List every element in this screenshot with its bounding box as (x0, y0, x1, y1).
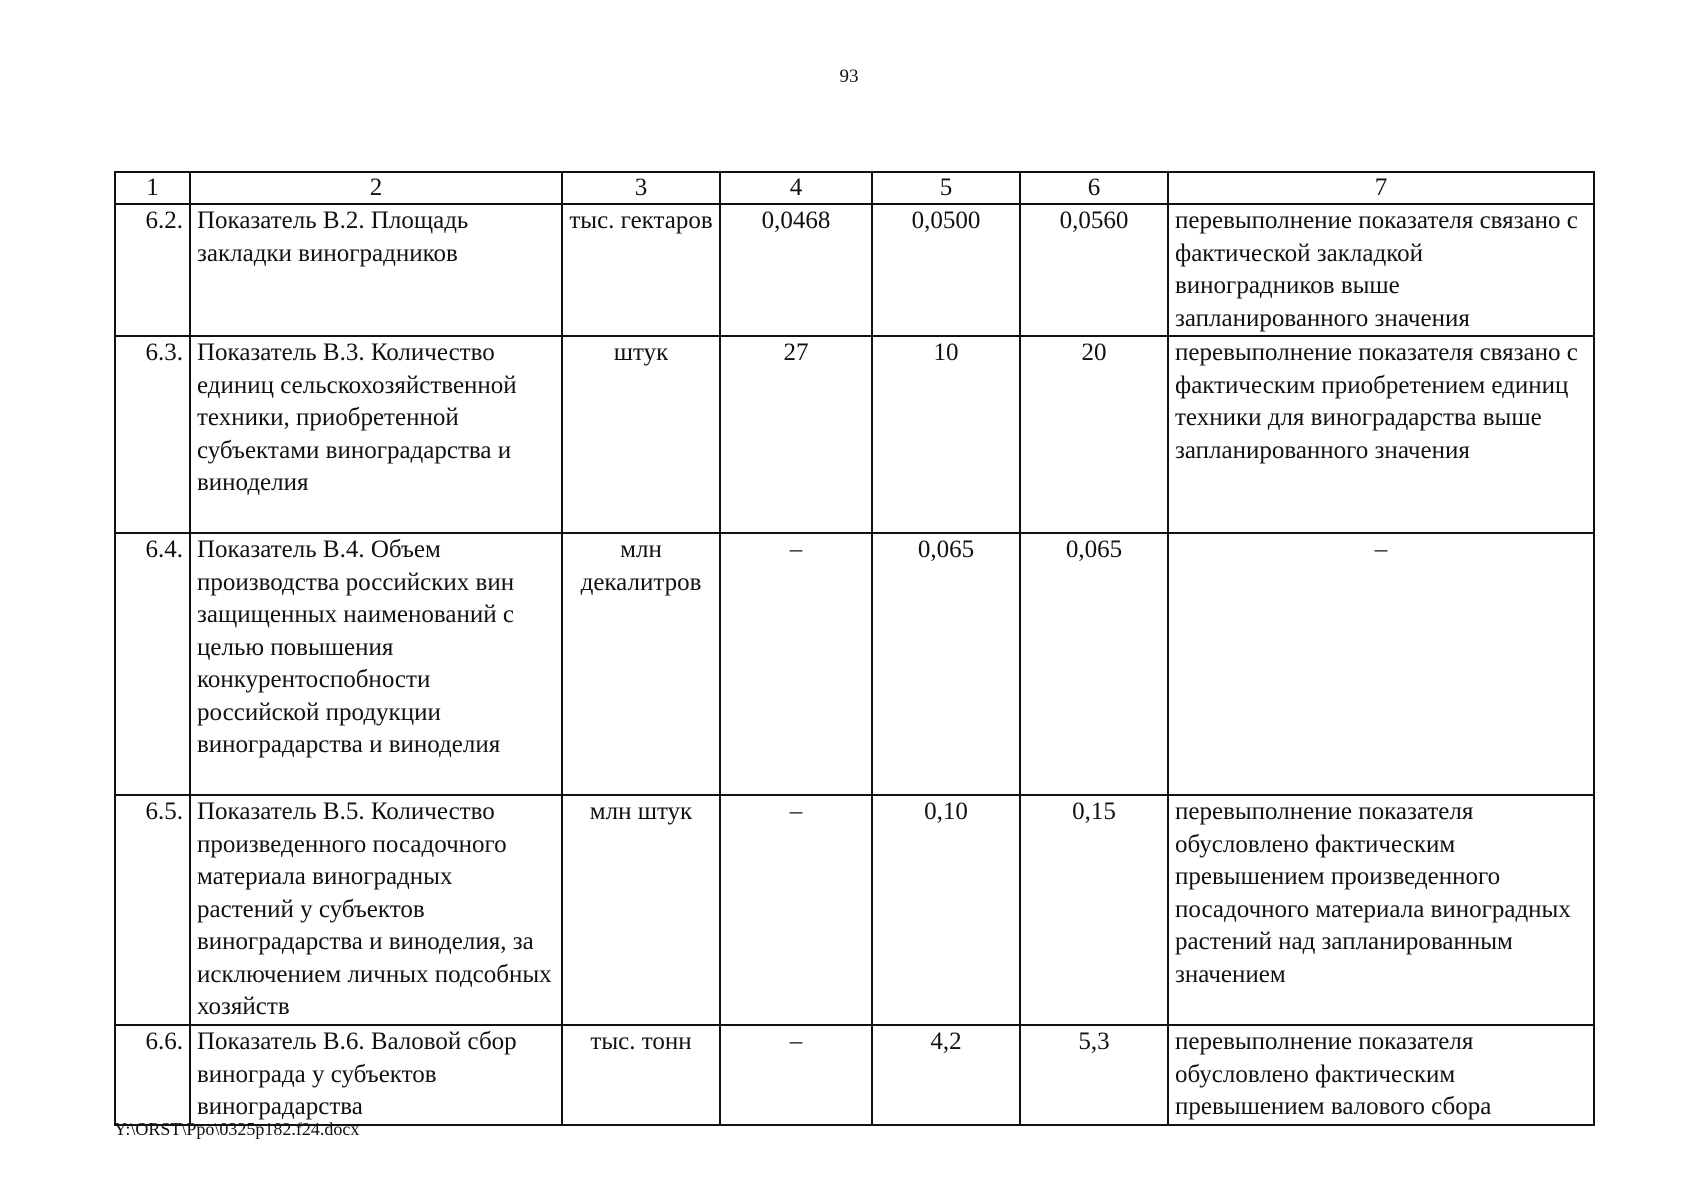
indicator-name: Показатель В.4. Объем производства российских вин защищенных наименований с целью повышения конкурентоспобности российской продукции виноградарства и виноделия (190, 533, 562, 795)
row-number: 6.6. (115, 1025, 190, 1125)
row-number: 6.5. (115, 795, 190, 1025)
value-col4: 0,0468 (720, 204, 872, 336)
header-cell: 4 (720, 172, 872, 204)
deviation-note: – (1168, 533, 1594, 795)
deviation-note: перевыполнение показателя связано с фактическим приобретением единиц техники для виноградарства выше запланированного значения (1168, 336, 1594, 533)
unit-of-measure: млн штук (562, 795, 720, 1025)
unit-of-measure: тыс. гектаров (562, 204, 720, 336)
table-header-row (115, 172, 1594, 204)
indicator-name: Показатель В.3. Количество единиц сельскохозяйственной техники, приобретенной субъектами виноградарства и виноделия (190, 336, 562, 533)
row-number: 6.2. (115, 204, 190, 336)
value-col4: – (720, 533, 872, 795)
deviation-note: перевыполнение показателя обусловлено фактическим превышением валового сбора (1168, 1025, 1594, 1125)
table-row (115, 795, 1594, 1025)
table-row (115, 533, 1594, 795)
value-col4: 27 (720, 336, 872, 533)
file-path-footer: Y:\ORST\Ppo\0325p182.f24.docx (114, 1119, 360, 1139)
row-number: 6.3. (115, 336, 190, 533)
deviation-note: перевыполнение показателя обусловлено фактическим превышением произведенного посадочного материала виноградных растений над запланированным значением (1168, 795, 1594, 1025)
header-cell: 3 (562, 172, 720, 204)
deviation-note: перевыполнение показателя связано с фактической закладкой виноградников выше запланированного значения (1168, 204, 1594, 336)
value-col5: 4,2 (872, 1025, 1020, 1125)
header-cell: 5 (872, 172, 1020, 204)
unit-of-measure: тыс. тонн (562, 1025, 720, 1125)
table-row (115, 336, 1594, 533)
indicators-table (114, 171, 1595, 1126)
indicator-name: Показатель В.5. Количество произведенного посадочного материала виноградных растений у субъектов виноградарства и виноделия, за исключением личных подсобных хозяйств (190, 795, 562, 1025)
value-col6: 0,0560 (1020, 204, 1168, 336)
unit-of-measure: штук (562, 336, 720, 533)
indicator-name: Показатель В.6. Валовой сбор винограда у субъектов виноградарства (190, 1025, 562, 1125)
table-row (115, 204, 1594, 336)
header-cell: 6 (1020, 172, 1168, 204)
header-cell: 2 (190, 172, 562, 204)
value-col5: 0,10 (872, 795, 1020, 1025)
value-col6: 20 (1020, 336, 1168, 533)
header-cell: 1 (115, 172, 190, 204)
page-number: 93 (839, 66, 859, 87)
unit-of-measure: млн декалитров (562, 533, 720, 795)
value-col6: 5,3 (1020, 1025, 1168, 1125)
value-col5: 0,065 (872, 533, 1020, 795)
value-col5: 0,0500 (872, 204, 1020, 336)
row-number: 6.4. (115, 533, 190, 795)
value-col5: 10 (872, 336, 1020, 533)
header-cell: 7 (1168, 172, 1594, 204)
table-row (115, 1025, 1594, 1125)
value-col4: – (720, 795, 872, 1025)
value-col4: – (720, 1025, 872, 1125)
indicator-name: Показатель В.2. Площадь закладки виноградников (190, 204, 562, 336)
value-col6: 0,15 (1020, 795, 1168, 1025)
value-col6: 0,065 (1020, 533, 1168, 795)
